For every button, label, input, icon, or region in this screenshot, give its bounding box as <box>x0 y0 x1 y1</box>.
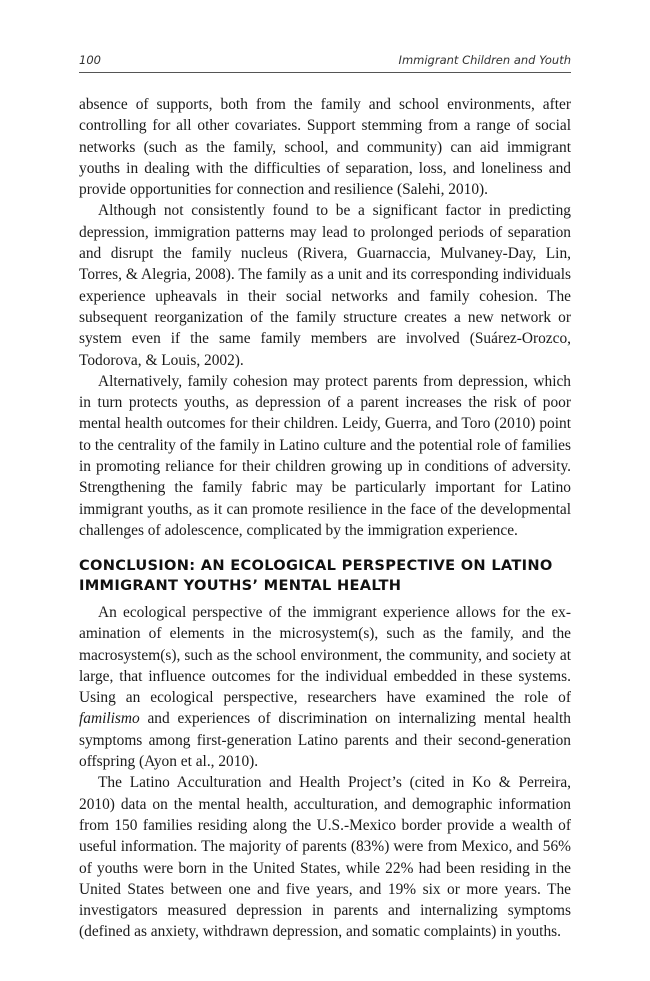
paragraph: Although not consistently found to be a significant factor in predicting depression, immigration patterns may lead to prolonged periods of separation and disrupt the family nucleus (Rivera, Guarnaccia, Mulvaney-Day, Lin, Torres, & Alegria, 2008). The family as a unit and its corresponding individuals experience upheavals in their social networks and family cohesion. The subsequent reorganization of the family structure creates a new network or system even if the same family members are involved (Suárez-Orozco, Todorova, & Louis, 2002). <box>79 202 571 369</box>
text-run: An ecological perspective of the immigrant experience allows for the examination of elements in the microsystem(s), such as the family, and the macrosystem(s), such as the school environment, the community, and society at large, that influence outcomes for the individual embedded in these systems. Using an ecological perspective, researchers have examined the role of <box>79 604 571 707</box>
section-heading <box>79 556 571 596</box>
paragraph: absence of supports, both from the family and school environments, after controlling for all other covariates. Support stemming from a range of social networks (such as the family, school, and community) can aid immigrant youths in dealing with the difficulties of separation, loss, and loneliness and provide opportunities for connection and resilience (Salehi, 2010). <box>79 96 571 199</box>
section-heading-line-2: IMMIGRANT YOUTHS’ MENTAL HEALTH <box>79 577 402 594</box>
text-run: and experiences of discrimination on internalizing mental health symptoms among first-generation Latino parents and their second-generation offspring (Ayon et al., 2010). <box>79 710 571 771</box>
paragraph: Alternatively, family cohesion may protect parents from depression, which in turn protects youths, as depression of a parent increases the risk of poor mental health outcomes for their children. Leidy, Guerra, and Toro (2010) point to the centrality of the family in Latino culture and the potential role of families in promoting reliance for their children growing up in conditions of adversity. Strengthening the family fabric may be particularly important for Latino immigrant youths, as it can promote resilience in the face of the developmental challenges of adolescence, complicated by the immigration experience. <box>79 372 571 539</box>
header-rule <box>79 72 571 73</box>
page-number: 100 <box>79 53 101 67</box>
paragraph: The Latino Acculturation and Health Project’s (cited in Ko & Perreira, 2010) data on the mental health, acculturation, and demographic information from 150 families residing along the U.S.-Mexico border provide a wealth of useful information. The majority of parents (83%) were from Mexico, and 56% of youths were born in the United States, while 22% had been residing in the United States between one and five years, and 19% six or more years. The investigators measured depression in parents and internalizing symptoms (defined as anxiety, withdrawn depression, and somatic complaints) in youths. <box>79 774 571 941</box>
body-text-conclusion <box>79 602 571 943</box>
body-text-before-heading <box>79 94 571 541</box>
section-heading-line-1: CONCLUSION: AN ECOLOGICAL PERSPECTIVE ON LATINO <box>79 557 553 574</box>
running-title: Immigrant Children and Youth <box>398 53 571 67</box>
running-head <box>79 53 571 71</box>
italic-term: familismo <box>79 710 140 728</box>
paragraph <box>79 602 571 772</box>
